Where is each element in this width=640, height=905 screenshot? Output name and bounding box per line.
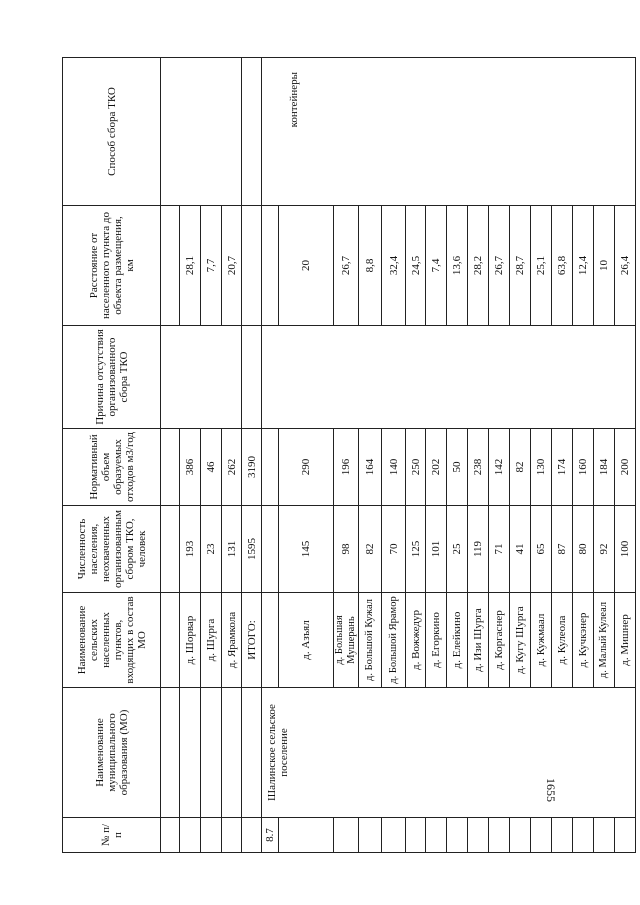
- cell-distance: 26,7: [334, 206, 359, 326]
- cell-volume: 196: [334, 429, 359, 506]
- cell-no: [615, 818, 636, 853]
- cell-settlement: д. Мишнер: [615, 593, 636, 688]
- header-population: Численность населения, неохваченных организованным сбором ТКО, человек: [63, 506, 161, 593]
- cell-method: [161, 58, 242, 206]
- cell-no: [531, 818, 552, 853]
- cell-distance: 26,4: [615, 206, 636, 326]
- cell-distance: 13,6: [447, 206, 468, 326]
- cell-volume: 386: [180, 429, 201, 506]
- cell-distance: 7,7: [201, 206, 222, 326]
- cell-settlement: д. Шурга: [201, 593, 222, 688]
- cell-settlement: д. Большая Мушерань: [334, 593, 359, 688]
- cell-volume: 82: [510, 429, 531, 506]
- cell-no: [242, 818, 262, 853]
- rotated-table-wrapper: [62, 58, 631, 853]
- cell-no: [382, 818, 406, 853]
- header-method: Способ сбора ТКО: [63, 58, 161, 206]
- cell-volume: 3190: [242, 429, 262, 506]
- cell-settlement: д. Большой Ярамор: [382, 593, 406, 688]
- cell-reason: [242, 326, 262, 429]
- cell-population: 80: [573, 506, 594, 593]
- cell-settlement: д. Кучкэнер: [573, 593, 594, 688]
- header-distance: Расстояние от населенного пункта до объекта размещения, км: [63, 206, 161, 326]
- cell-settlement: д. Елейкино: [447, 593, 468, 688]
- cell-distance: 28,7: [510, 206, 531, 326]
- cell-volume: 164: [359, 429, 382, 506]
- cell-distance: 7,4: [426, 206, 447, 326]
- cell-distance: 28,1: [180, 206, 201, 326]
- cell-mo: [161, 688, 180, 818]
- cell-settlement: д. Изи Шурга: [468, 593, 489, 688]
- cell-no: [201, 818, 222, 853]
- cell-no: [334, 818, 359, 853]
- cell-distance: 32,4: [382, 206, 406, 326]
- cell-settlement: д. Вожжедур: [406, 593, 426, 688]
- cell-distance: [242, 206, 262, 326]
- cell-distance: 25,1: [531, 206, 552, 326]
- cell-distance: 20: [279, 206, 334, 326]
- cell-no: [359, 818, 382, 853]
- cell-population: 25: [447, 506, 468, 593]
- cell-volume: 262: [222, 429, 242, 506]
- cell-distance: 10: [594, 206, 615, 326]
- cell-population: 87: [552, 506, 573, 593]
- cell-settlement: д. Кулеола: [552, 593, 573, 688]
- header-settlement: Наименование сельских населенных пунктов, входящих в состав МО: [63, 593, 161, 688]
- cell-volume: 290: [279, 429, 334, 506]
- header-no: № п/п: [63, 818, 161, 853]
- cell-mo: [180, 688, 201, 818]
- cell-distance: 28,2: [468, 206, 489, 326]
- cell-mo: Шалинское сельское поселение: [262, 688, 636, 818]
- cell-mo: [222, 688, 242, 818]
- cell-no: [447, 818, 468, 853]
- table-row: [161, 58, 180, 853]
- cell-no: [573, 818, 594, 853]
- cell-volume: 174: [552, 429, 573, 506]
- page-number: 1655: [544, 778, 558, 802]
- cell-population: 65: [531, 506, 552, 593]
- cell-volume: 200: [615, 429, 636, 506]
- cell-volume: 142: [489, 429, 510, 506]
- cell-distance: 20,7: [222, 206, 242, 326]
- cell-volume: 202: [426, 429, 447, 506]
- cell-settlement: д. Азъял: [279, 593, 334, 688]
- cell-settlement: д. Малый Кулеал: [594, 593, 615, 688]
- cell-no: [594, 818, 615, 853]
- cell-population: 145: [279, 506, 334, 593]
- cell-distance: 12,4: [573, 206, 594, 326]
- cell-no: [510, 818, 531, 853]
- tko-table: [62, 57, 636, 853]
- cell-settlement: [161, 593, 180, 688]
- cell-settlement: д. Кужмаал: [531, 593, 552, 688]
- header-reason: Причина отсутствия организованного сбора ТКО: [63, 326, 161, 429]
- cell-volume: 238: [468, 429, 489, 506]
- total-row: [242, 58, 262, 853]
- cell-method: [242, 58, 262, 206]
- cell-reason: [161, 326, 242, 429]
- cell-no: [222, 818, 242, 853]
- cell-population: 41: [510, 506, 531, 593]
- cell-distance: 63,8: [552, 206, 573, 326]
- cell-population: [262, 506, 279, 593]
- cell-no: [489, 818, 510, 853]
- cell-reason: [262, 326, 636, 429]
- cell-distance: [161, 206, 180, 326]
- cell-population: 1595: [242, 506, 262, 593]
- cell-population: 23: [201, 506, 222, 593]
- cell-settlement: д. Егоркино: [426, 593, 447, 688]
- cell-population: 82: [359, 506, 382, 593]
- cell-distance: [262, 206, 279, 326]
- cell-settlement: [262, 593, 279, 688]
- cell-volume: 46: [201, 429, 222, 506]
- cell-settlement: ИТОГО:: [242, 593, 262, 688]
- cell-no: 8.7: [262, 818, 279, 853]
- header-volume: Нормативный объем образуемых отходов м3/год: [63, 429, 161, 506]
- cell-settlement: д. Кугу Шурга: [510, 593, 531, 688]
- cell-population: 119: [468, 506, 489, 593]
- cell-population: 71: [489, 506, 510, 593]
- cell-population: 101: [426, 506, 447, 593]
- cell-population: 193: [180, 506, 201, 593]
- cell-volume: 140: [382, 429, 406, 506]
- section-row: [262, 58, 279, 853]
- cell-population: 100: [615, 506, 636, 593]
- cell-volume: 250: [406, 429, 426, 506]
- cell-no: [426, 818, 447, 853]
- cell-distance: 24,5: [406, 206, 426, 326]
- cell-mo: [201, 688, 222, 818]
- cell-distance: 8,8: [359, 206, 382, 326]
- header-mo: Наименование муниципального образования (МО): [63, 688, 161, 818]
- cell-mo: [242, 688, 262, 818]
- cell-population: 92: [594, 506, 615, 593]
- cell-settlement: д. Шорвар: [180, 593, 201, 688]
- cell-distance: 26,7: [489, 206, 510, 326]
- cell-population: 70: [382, 506, 406, 593]
- cell-settlement: д. Ярамкола: [222, 593, 242, 688]
- cell-settlement: д. Коргаснер: [489, 593, 510, 688]
- cell-no: [406, 818, 426, 853]
- cell-population: 125: [406, 506, 426, 593]
- cell-volume: 50: [447, 429, 468, 506]
- cell-no: [279, 818, 334, 853]
- cell-no: [468, 818, 489, 853]
- cell-volume: 130: [531, 429, 552, 506]
- cell-volume: [262, 429, 279, 506]
- cell-population: 98: [334, 506, 359, 593]
- header-row: [63, 58, 161, 853]
- cell-population: 131: [222, 506, 242, 593]
- cell-settlement: д. Большой Кужал: [359, 593, 382, 688]
- cell-volume: [161, 429, 180, 506]
- cell-volume: 184: [594, 429, 615, 506]
- cell-no: [161, 818, 180, 853]
- cell-population: [161, 506, 180, 593]
- cell-no: [180, 818, 201, 853]
- cell-method: контейнеры: [262, 58, 636, 206]
- cell-no: [552, 818, 573, 853]
- cell-volume: 160: [573, 429, 594, 506]
